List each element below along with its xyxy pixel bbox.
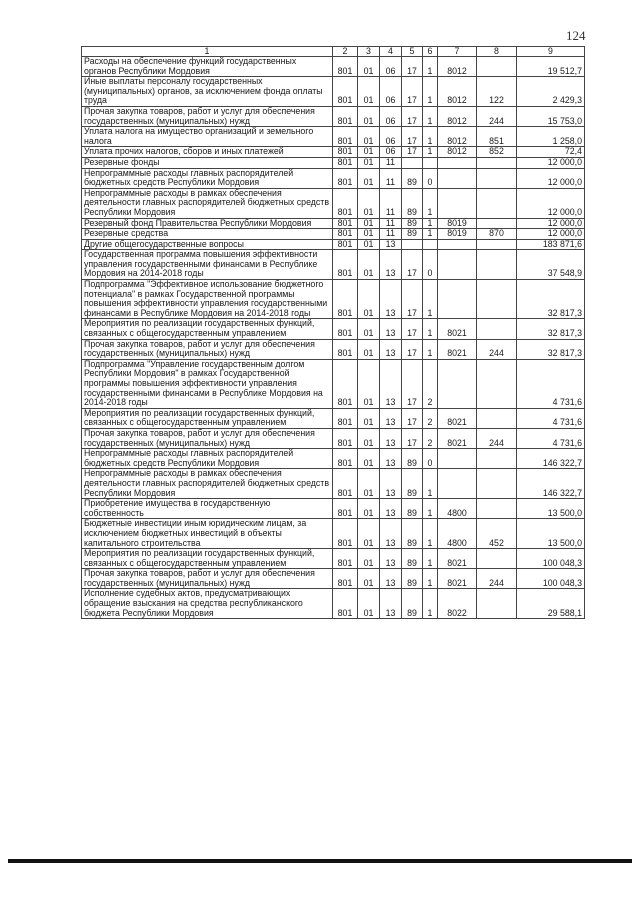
cell-code-expense-type: 122 — [477, 77, 517, 107]
cell-amount: 100 048,3 — [517, 569, 585, 589]
cell-code-ministry: 801 — [333, 319, 358, 339]
cell-code-ministry: 801 — [333, 469, 358, 499]
table-row — [82, 428, 585, 448]
cell-code-subsection: 13 — [380, 280, 402, 319]
cell-code-expense-type: 244 — [477, 106, 517, 126]
bottom-scan-bar — [8, 859, 632, 863]
cell-code-ministry: 801 — [333, 428, 358, 448]
cell-code-activity: 4800 — [438, 519, 477, 549]
cell-amount: 32 817,3 — [517, 280, 585, 319]
cell-code-expense-type: 244 — [477, 428, 517, 448]
cell-code-subprogram — [423, 157, 438, 168]
cell-code-program: 89 — [402, 469, 423, 499]
cell-amount: 12 000,0 — [517, 218, 585, 229]
cell-code-program: 17 — [402, 77, 423, 107]
cell-item-name: Приобретение имущества в государственную собственность — [82, 499, 333, 519]
cell-code-subprogram: 0 — [423, 168, 438, 188]
cell-amount: 2 429,3 — [517, 77, 585, 107]
cell-code-ministry: 801 — [333, 106, 358, 126]
table-row — [82, 218, 585, 229]
cell-code-activity: 8021 — [438, 549, 477, 569]
cell-code-program: 17 — [402, 319, 423, 339]
cell-code-subsection: 13 — [380, 549, 402, 569]
table-row — [82, 359, 585, 408]
column-header: 1 — [82, 47, 333, 57]
cell-code-expense-type: 851 — [477, 127, 517, 147]
cell-code-subsection: 13 — [380, 519, 402, 549]
cell-code-subsection: 13 — [380, 428, 402, 448]
cell-code-section: 01 — [358, 229, 380, 240]
budget-table — [81, 46, 585, 619]
cell-code-section: 01 — [358, 280, 380, 319]
column-header: 2 — [333, 47, 358, 57]
cell-code-ministry: 801 — [333, 408, 358, 428]
cell-code-ministry: 801 — [333, 229, 358, 240]
cell-code-subprogram: 1 — [423, 106, 438, 126]
cell-amount: 32 817,3 — [517, 339, 585, 359]
cell-amount: 1 258,0 — [517, 127, 585, 147]
cell-code-ministry: 801 — [333, 157, 358, 168]
cell-code-expense-type — [477, 57, 517, 77]
cell-code-subsection: 06 — [380, 77, 402, 107]
cell-code-section: 01 — [358, 157, 380, 168]
cell-amount: 146 322,7 — [517, 469, 585, 499]
cell-code-activity — [438, 469, 477, 499]
cell-code-ministry: 801 — [333, 218, 358, 229]
cell-code-section: 01 — [358, 549, 380, 569]
cell-code-subprogram: 1 — [423, 77, 438, 107]
cell-item-name: Мероприятия по реализации государственных функций, связанных с общегосударственным управлением — [82, 408, 333, 428]
cell-code-subprogram: 1 — [423, 569, 438, 589]
cell-code-expense-type — [477, 469, 517, 499]
cell-amount: 4 731,6 — [517, 408, 585, 428]
cell-code-subprogram: 1 — [423, 519, 438, 549]
cell-code-program: 89 — [402, 168, 423, 188]
cell-code-subprogram: 1 — [423, 57, 438, 77]
cell-code-subprogram: 1 — [423, 147, 438, 158]
cell-code-ministry: 801 — [333, 168, 358, 188]
cell-code-subprogram: 1 — [423, 188, 438, 218]
table-row — [82, 106, 585, 126]
cell-code-subprogram: 1 — [423, 218, 438, 229]
cell-code-program: 89 — [402, 549, 423, 569]
cell-code-activity: 8012 — [438, 147, 477, 158]
cell-item-name: Мероприятия по реализации государственных функций, связанных с общегосударственным управлением — [82, 319, 333, 339]
cell-code-section: 01 — [358, 218, 380, 229]
cell-code-activity: 8021 — [438, 569, 477, 589]
cell-amount: 29 588,1 — [517, 589, 585, 619]
cell-code-expense-type — [477, 499, 517, 519]
cell-amount: 12 000,0 — [517, 188, 585, 218]
cell-item-name: Непрограммные расходы главных распорядителей бюджетных средств Республики Мордовия — [82, 168, 333, 188]
cell-item-name: Уплата прочих налогов, сборов и иных платежей — [82, 147, 333, 158]
cell-code-expense-type — [477, 250, 517, 280]
cell-code-section: 01 — [358, 428, 380, 448]
cell-code-section: 01 — [358, 359, 380, 408]
table-row — [82, 519, 585, 549]
cell-code-ministry: 801 — [333, 77, 358, 107]
cell-code-program: 89 — [402, 449, 423, 469]
table-row — [82, 188, 585, 218]
cell-code-subprogram: 0 — [423, 250, 438, 280]
cell-code-section: 01 — [358, 127, 380, 147]
cell-code-subsection: 13 — [380, 408, 402, 428]
table-row — [82, 239, 585, 250]
cell-code-subprogram: 1 — [423, 319, 438, 339]
cell-code-section: 01 — [358, 239, 380, 250]
cell-code-section: 01 — [358, 519, 380, 549]
table-row — [82, 250, 585, 280]
cell-code-expense-type: 870 — [477, 229, 517, 240]
cell-item-name: Резервные средства — [82, 229, 333, 240]
cell-item-name: Подпрограмма "Управление государственным долгом Республики Мордовия" в рамках Государственной программы повышения эффективности управления государственными финансами в Республике Мордовия на 2014-2018 годы — [82, 359, 333, 408]
cell-code-activity — [438, 239, 477, 250]
cell-code-ministry: 801 — [333, 239, 358, 250]
cell-code-subsection: 06 — [380, 106, 402, 126]
cell-code-section: 01 — [358, 319, 380, 339]
table-row — [82, 339, 585, 359]
cell-code-section: 01 — [358, 77, 380, 107]
cell-code-activity — [438, 280, 477, 319]
cell-code-section: 01 — [358, 569, 380, 589]
cell-code-ministry: 801 — [333, 147, 358, 158]
cell-code-ministry: 801 — [333, 549, 358, 569]
cell-code-subsection: 13 — [380, 319, 402, 339]
cell-code-program: 17 — [402, 57, 423, 77]
cell-item-name: Непрограммные расходы в рамках обеспечения деятельности главных распорядителей бюджетных средств Республики Мордовия — [82, 188, 333, 218]
cell-amount: 183 871,6 — [517, 239, 585, 250]
cell-code-program: 17 — [402, 280, 423, 319]
cell-code-subsection: 13 — [380, 589, 402, 619]
table-row — [82, 229, 585, 240]
cell-item-name: Непрограммные расходы главных распорядителей бюджетных средств Республики Мордовия — [82, 449, 333, 469]
cell-code-activity — [438, 359, 477, 408]
page-number: 124 — [566, 28, 586, 43]
cell-item-name: Другие общегосударственные вопросы — [82, 239, 333, 250]
cell-code-section: 01 — [358, 106, 380, 126]
cell-code-activity: 8021 — [438, 428, 477, 448]
cell-code-ministry: 801 — [333, 589, 358, 619]
cell-item-name: Прочая закупка товаров, работ и услуг для обеспечения государственных (муниципальных) нужд — [82, 428, 333, 448]
cell-code-subprogram: 1 — [423, 127, 438, 147]
cell-code-section: 01 — [358, 57, 380, 77]
cell-item-name: Бюджетные инвестиции иным юридическим лицам, за исключением бюджетных инвестиций в объекты капитального строительства — [82, 519, 333, 549]
cell-amount: 72,4 — [517, 147, 585, 158]
cell-code-program: 89 — [402, 499, 423, 519]
cell-code-program: 89 — [402, 218, 423, 229]
cell-code-expense-type — [477, 188, 517, 218]
cell-code-activity: 4800 — [438, 499, 477, 519]
cell-code-activity: 8019 — [438, 218, 477, 229]
column-header: 9 — [517, 47, 585, 57]
cell-code-subprogram — [423, 239, 438, 250]
cell-item-name: Непрограммные расходы в рамках обеспечения деятельности главных распорядителей бюджетных средств Республики Мордовия — [82, 469, 333, 499]
cell-code-expense-type — [477, 408, 517, 428]
cell-code-ministry: 801 — [333, 127, 358, 147]
table-header-row — [82, 47, 585, 57]
cell-amount: 12 000,0 — [517, 157, 585, 168]
cell-code-expense-type: 852 — [477, 147, 517, 158]
cell-code-program: 89 — [402, 519, 423, 549]
cell-code-activity — [438, 188, 477, 218]
table-row — [82, 589, 585, 619]
cell-code-subsection: 11 — [380, 229, 402, 240]
cell-code-activity: 8021 — [438, 319, 477, 339]
cell-code-subsection: 13 — [380, 449, 402, 469]
cell-code-activity: 8012 — [438, 127, 477, 147]
cell-code-program: 89 — [402, 569, 423, 589]
cell-code-expense-type: 452 — [477, 519, 517, 549]
cell-item-name: Расходы на обеспечение функций государственных органов Республики Мордовия — [82, 57, 333, 77]
cell-code-expense-type — [477, 168, 517, 188]
cell-code-activity: 8019 — [438, 229, 477, 240]
cell-amount: 12 000,0 — [517, 168, 585, 188]
cell-code-section: 01 — [358, 449, 380, 469]
cell-code-expense-type — [477, 549, 517, 569]
cell-item-name: Резервные фонды — [82, 157, 333, 168]
cell-code-subsection: 06 — [380, 147, 402, 158]
table-row — [82, 499, 585, 519]
cell-code-section: 01 — [358, 188, 380, 218]
cell-code-section: 01 — [358, 469, 380, 499]
cell-code-activity: 8012 — [438, 106, 477, 126]
cell-code-expense-type — [477, 218, 517, 229]
cell-code-subsection: 13 — [380, 250, 402, 280]
cell-code-activity — [438, 250, 477, 280]
column-header: 3 — [358, 47, 380, 57]
cell-code-section: 01 — [358, 499, 380, 519]
cell-code-ministry: 801 — [333, 339, 358, 359]
cell-amount: 37 548,9 — [517, 250, 585, 280]
cell-code-ministry: 801 — [333, 569, 358, 589]
cell-code-subprogram: 1 — [423, 499, 438, 519]
cell-code-subprogram: 1 — [423, 280, 438, 319]
cell-code-activity: 8012 — [438, 57, 477, 77]
cell-code-expense-type — [477, 280, 517, 319]
table-row — [82, 569, 585, 589]
cell-code-program: 17 — [402, 408, 423, 428]
cell-code-expense-type — [477, 239, 517, 250]
table-row — [82, 157, 585, 168]
cell-code-subsection: 13 — [380, 239, 402, 250]
cell-item-name: Исполнение судебных актов, предусматривающих обращение взыскания на средства республиканского бюджета Республики Мордовия — [82, 589, 333, 619]
cell-code-program — [402, 157, 423, 168]
cell-code-ministry: 801 — [333, 499, 358, 519]
cell-amount: 12 000,0 — [517, 229, 585, 240]
cell-item-name: Мероприятия по реализации государственных функций, связанных с общегосударственным управлением — [82, 549, 333, 569]
cell-code-activity: 8021 — [438, 408, 477, 428]
table-row — [82, 549, 585, 569]
cell-item-name: Резервный фонд Правительства Республики Мордовия — [82, 218, 333, 229]
cell-code-program: 17 — [402, 359, 423, 408]
cell-code-section: 01 — [358, 147, 380, 158]
table-row — [82, 319, 585, 339]
cell-amount: 32 817,3 — [517, 319, 585, 339]
cell-code-subprogram: 1 — [423, 229, 438, 240]
cell-code-subsection: 06 — [380, 127, 402, 147]
cell-code-subsection: 13 — [380, 339, 402, 359]
cell-code-subprogram: 0 — [423, 449, 438, 469]
cell-code-activity — [438, 157, 477, 168]
table-row — [82, 127, 585, 147]
cell-code-subprogram: 2 — [423, 428, 438, 448]
cell-amount: 146 322,7 — [517, 449, 585, 469]
column-header: 5 — [402, 47, 423, 57]
cell-code-ministry: 801 — [333, 57, 358, 77]
cell-code-section: 01 — [358, 168, 380, 188]
cell-code-subsection: 13 — [380, 499, 402, 519]
cell-code-expense-type: 244 — [477, 569, 517, 589]
cell-item-name: Иные выплаты персоналу государственных (муниципальных) органов, за исключением фонда оплаты труда — [82, 77, 333, 107]
cell-code-section: 01 — [358, 589, 380, 619]
table-body — [82, 57, 585, 619]
cell-code-section: 01 — [358, 408, 380, 428]
cell-code-subsection: 11 — [380, 188, 402, 218]
cell-code-expense-type — [477, 359, 517, 408]
cell-code-expense-type — [477, 589, 517, 619]
table-row — [82, 408, 585, 428]
cell-item-name: Подпрограмма "Эффективное использование бюджетного потенциала" в рамках Государственной программы повышения эффективности управления государственными финансами в Республике Мордовия на 2014-2018 годы — [82, 280, 333, 319]
cell-item-name: Государственная программа повышения эффективности управления государственными финансами в Республике Мордовия на 2014-2018 годы — [82, 250, 333, 280]
cell-code-subsection: 11 — [380, 218, 402, 229]
cell-code-subsection: 13 — [380, 359, 402, 408]
cell-code-subprogram: 1 — [423, 589, 438, 619]
cell-code-ministry: 801 — [333, 188, 358, 218]
cell-code-activity — [438, 449, 477, 469]
cell-item-name: Прочая закупка товаров, работ и услуг для обеспечения государственных (муниципальных) нужд — [82, 569, 333, 589]
cell-code-subprogram: 1 — [423, 469, 438, 499]
cell-amount: 100 048,3 — [517, 549, 585, 569]
cell-code-activity: 8012 — [438, 77, 477, 107]
cell-code-activity — [438, 168, 477, 188]
cell-code-expense-type — [477, 319, 517, 339]
cell-code-ministry: 801 — [333, 449, 358, 469]
cell-code-subsection: 11 — [380, 157, 402, 168]
cell-code-program: 89 — [402, 188, 423, 218]
table-row — [82, 147, 585, 158]
cell-code-program: 17 — [402, 250, 423, 280]
cell-code-subprogram: 2 — [423, 359, 438, 408]
table-row — [82, 168, 585, 188]
cell-code-subprogram: 1 — [423, 549, 438, 569]
cell-code-expense-type — [477, 157, 517, 168]
cell-amount: 4 731,6 — [517, 428, 585, 448]
table-row — [82, 77, 585, 107]
column-header: 8 — [477, 47, 517, 57]
cell-code-program: 17 — [402, 127, 423, 147]
cell-code-program: 17 — [402, 106, 423, 126]
cell-amount: 13 500,0 — [517, 519, 585, 549]
column-header: 7 — [438, 47, 477, 57]
cell-code-subprogram: 1 — [423, 339, 438, 359]
cell-code-ministry: 801 — [333, 280, 358, 319]
table-row — [82, 57, 585, 77]
column-header: 6 — [423, 47, 438, 57]
cell-code-ministry: 801 — [333, 250, 358, 280]
cell-amount: 13 500,0 — [517, 499, 585, 519]
cell-amount: 4 731,6 — [517, 359, 585, 408]
cell-code-section: 01 — [358, 250, 380, 280]
cell-code-program: 17 — [402, 428, 423, 448]
cell-code-ministry: 801 — [333, 519, 358, 549]
cell-item-name: Прочая закупка товаров, работ и услуг для обеспечения государственных (муниципальных) нужд — [82, 339, 333, 359]
cell-item-name: Прочая закупка товаров, работ и услуг для обеспечения государственных (муниципальных) нужд — [82, 106, 333, 126]
table-row — [82, 280, 585, 319]
cell-code-program: 89 — [402, 589, 423, 619]
cell-code-program: 89 — [402, 229, 423, 240]
cell-code-subsection: 06 — [380, 57, 402, 77]
cell-item-name: Уплата налога на имущество организаций и земельного налога — [82, 127, 333, 147]
table-row — [82, 449, 585, 469]
cell-amount: 19 512,7 — [517, 57, 585, 77]
cell-code-program — [402, 239, 423, 250]
cell-code-subsection: 13 — [380, 569, 402, 589]
cell-code-subsection: 13 — [380, 469, 402, 499]
cell-amount: 15 753,0 — [517, 106, 585, 126]
cell-code-section: 01 — [358, 339, 380, 359]
table-row — [82, 469, 585, 499]
cell-code-activity: 8021 — [438, 339, 477, 359]
cell-code-activity: 8022 — [438, 589, 477, 619]
cell-code-subsection: 11 — [380, 168, 402, 188]
cell-code-expense-type: 244 — [477, 339, 517, 359]
cell-code-subprogram: 2 — [423, 408, 438, 428]
cell-code-ministry: 801 — [333, 359, 358, 408]
cell-code-expense-type — [477, 449, 517, 469]
cell-code-program: 17 — [402, 339, 423, 359]
cell-code-program: 17 — [402, 147, 423, 158]
column-header: 4 — [380, 47, 402, 57]
